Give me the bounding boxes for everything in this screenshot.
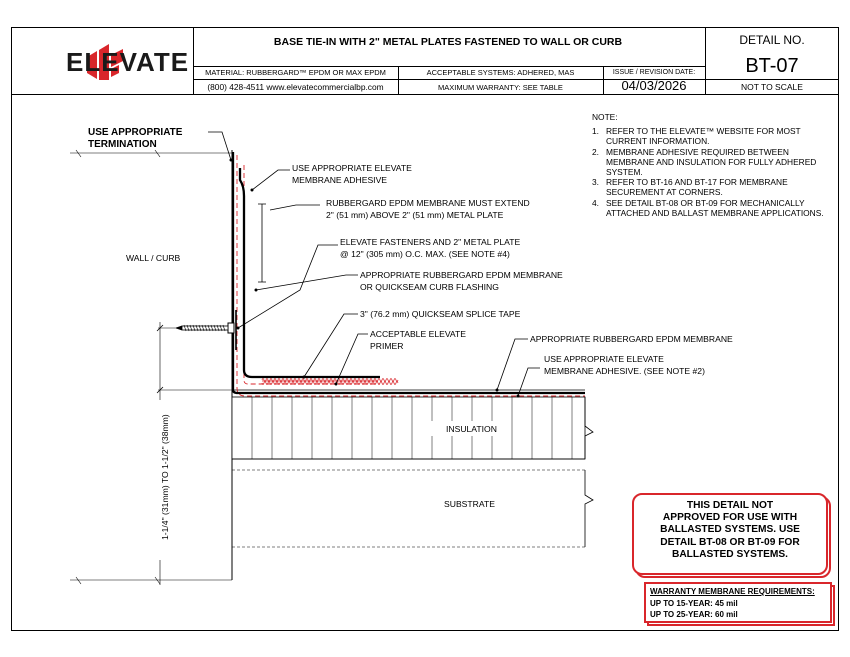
- material-field: MATERIAL: RUBBERGARD™ EPDM OR MAX EPDM: [205, 68, 386, 77]
- warranty-row: UP TO 15-YEAR: 45 mil: [650, 598, 738, 608]
- list-item: 3. REFER TO BT-16 AND BT-17 FOR MEMBRANE SECUREMENT AT CORNERS.: [592, 177, 788, 198]
- warranty-title: WARRANTY MEMBRANE REQUIREMENTS:: [650, 587, 815, 596]
- fastener-icon: [176, 323, 234, 333]
- primer-label-2: PRIMER: [370, 341, 404, 351]
- list-item: 2. MEMBRANE ADHESIVE REQUIRED BETWEEN MEMBRANE AND INSULATION FOR FULLY ADHERED SYSTEM.: [592, 146, 817, 178]
- wall-label: WALL / CURB: [126, 253, 181, 263]
- termination-label: USE APPROPRIATE: [88, 127, 183, 138]
- fasteners-label-2: @ 12" (305 mm) O.C. MAX. (SEE NOTE #4): [340, 249, 510, 259]
- dimension-label: 1-1/4" (31mm) TO 1-1/2" (38mm): [160, 414, 170, 540]
- splice-tape-label: 3" (76.2 mm) QUICKSEAM SPLICE TAPE: [360, 309, 521, 319]
- contact-field: (800) 428-4511 www.elevatecommercialbp.com: [207, 82, 384, 92]
- substrate-label: SUBSTRATE: [444, 499, 495, 509]
- termination-label-2: TERMINATION: [88, 139, 157, 150]
- adhesive2-label: USE APPROPRIATE ELEVATE: [544, 354, 664, 364]
- warranty-field: MAXIMUM WARRANTY: SEE TABLE: [438, 82, 563, 92]
- fasteners-label: ELEVATE FASTENERS AND 2" METAL PLATE: [340, 237, 521, 247]
- issue-date: 04/03/2026: [621, 78, 687, 93]
- flashing-label-2: OR QUICKSEAM CURB FLASHING: [360, 282, 499, 292]
- issue-label: ISSUE / REVISION DATE:: [612, 69, 696, 76]
- notes-block: [592, 112, 832, 218]
- detail-title: BASE TIE-IN WITH 2" METAL PLATES FASTENED TO WALL OR CURB: [273, 36, 623, 48]
- warranty-table: [644, 582, 832, 623]
- list-item: 4. SEE DETAIL BT-08 OR BT-09 FOR MECHANICALLY ATTACHED AND BALLAST MEMBRANE APPLICATIONS.: [592, 197, 824, 218]
- adhesive2-label-2: MEMBRANE ADHESIVE. (SEE NOTE #2): [544, 366, 705, 376]
- flashing-label: APPROPRIATE RUBBERGARD EPDM MEMBRANE: [360, 270, 563, 280]
- notes-title: NOTE:: [592, 112, 618, 122]
- extend-label: RUBBERGARD EPDM MEMBRANE MUST EXTEND: [326, 198, 530, 208]
- primer-label: ACCEPTABLE ELEVATE: [370, 329, 466, 339]
- membrane-label: APPROPRIATE RUBBERGARD EPDM MEMBRANE: [530, 334, 733, 344]
- brand-name: ELEVATE: [66, 47, 190, 77]
- insulation-label: INSULATION: [446, 424, 497, 434]
- detail-number: BT-07: [745, 55, 799, 77]
- adhesive-label-2: MEMBRANE ADHESIVE: [292, 175, 388, 185]
- systems-field: ACCEPTABLE SYSTEMS: ADHERED, MAS: [426, 68, 575, 77]
- detail-no-label: DETAIL NO.: [739, 33, 805, 47]
- adhesive-label: USE APPROPRIATE ELEVATE: [292, 163, 412, 173]
- warranty-row: UP TO 25-YEAR: 60 mil: [650, 610, 738, 619]
- list-item: 1. REFER TO THE ELEVATE™ WEBSITE FOR MOST CURRENT INFORMATION.: [592, 126, 801, 147]
- extend-label-2: 2" (51 mm) ABOVE 2" (51 mm) METAL PLATE: [326, 210, 504, 220]
- scale-note: NOT TO SCALE: [741, 82, 803, 92]
- ballast-warning: THIS DETAIL NOT APPROVED FOR USE WITH BALLASTED SYSTEMS. USE DETAIL BT-08 OR BT-09 FOR BALLASTED SYSTEMS.: [632, 493, 828, 575]
